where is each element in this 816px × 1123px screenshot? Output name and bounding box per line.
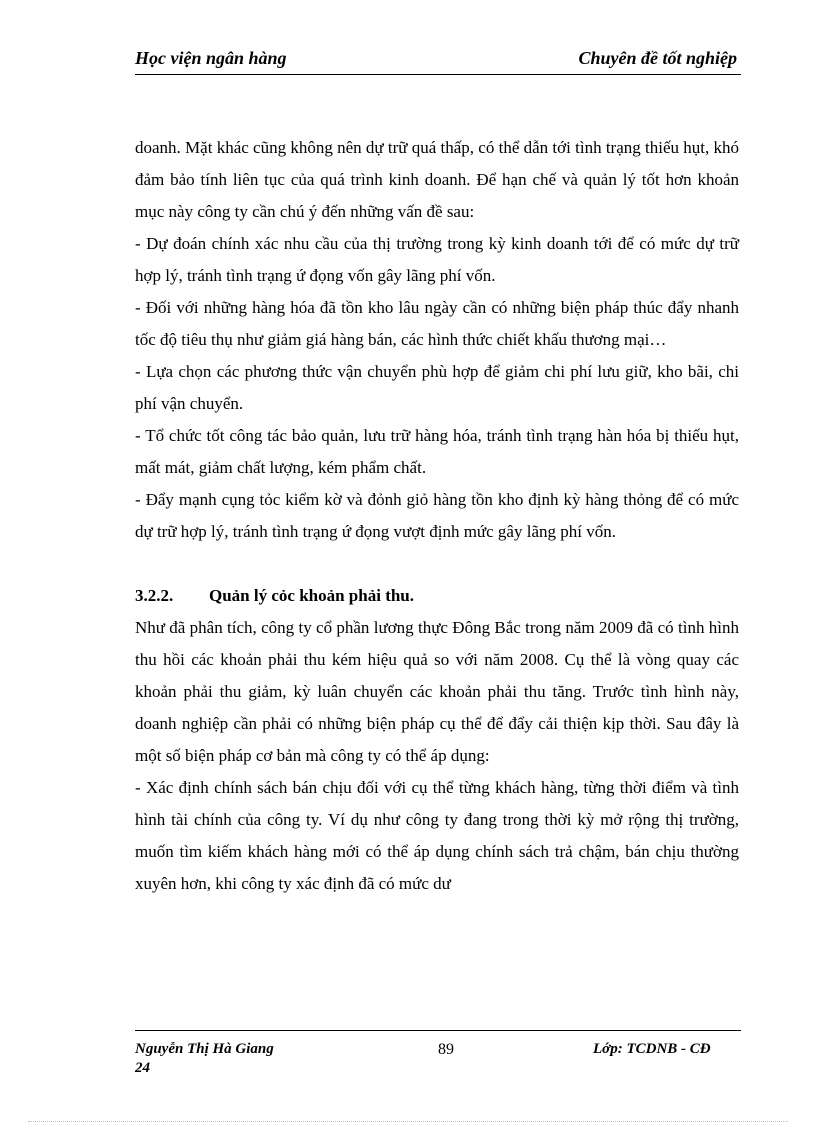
paragraph: Như đã phân tích, công ty cổ phần lương thực Đông Bắc trong năm 2009 đã có tình hình thu hồi các khoản phải thu kém hiệu quả so với năm 2008. Cụ thể là vòng quay các khoản phải thu giảm, kỳ luân chuyển các khoản phải thu tăng. Trước tình hình này, doanh nghiệp cần phải có những biện pháp cụ thể để đẩy cải thiện kịp thời. Sau đây là một số biện pháp cơ bản mà công ty có thể áp dụng: <box>135 618 739 765</box>
section-number: 3.2.2. <box>135 586 174 605</box>
footer-author <box>135 1040 274 1078</box>
page-header <box>135 48 741 75</box>
paragraph: - Xác định chính sách bán chịu đối với cụ thể từng khách hàng, từng thời điểm và tình hình tài chính của công ty. Ví dụ như công ty đang trong thời kỳ mở rộng thị trường, muốn tìm kiếm khách hàng mới có thể áp dụng chính sách trả chậm, bán chịu thường xuyên hơn, khi công ty xác định đã có mức dư <box>135 778 739 893</box>
footer-divider <box>135 1030 741 1031</box>
page-number: 89 <box>438 1041 454 1058</box>
header-institution: Học viện ngân hàng <box>135 48 287 68</box>
page-edge <box>28 1121 788 1122</box>
main-text <box>135 132 739 900</box>
author-name: Nguyễn Thị Hà Giang <box>135 1041 274 1057</box>
paragraph: - Lựa chọn các phương thức vận chuyển phù hợp để giảm chi phí lưu giữ, kho bãi, chi phí vận chuyển. <box>135 362 739 413</box>
paragraph: - Tổ chức tốt công tác bảo quản, lưu trữ hàng hóa, tránh tình trạng hàn hóa bị thiếu hụt, mất mát, giảm chất lượng, kém phẩm chất. <box>135 426 739 477</box>
paragraph: doanh. Mặt khác cũng không nên dự trữ quá thấp, có thể dẫn tới tình trạng thiếu hụt, khó đảm bảo tính liên tục của quá trình kinh doanh. Để hạn chế và quản lý tốt hơn khoản mục này công ty cần chú ý đến những vấn đề sau: <box>135 138 739 221</box>
paragraph: - Đối với những hàng hóa đã tồn kho lâu ngày cần có những biện pháp thúc đẩy nhanh tốc độ tiêu thụ như giảm giá hàng bán, các hình thức chiết khấu thương mại… <box>135 298 739 349</box>
section-heading <box>135 580 739 612</box>
section-title: Quản lý cỏc khoản phải thu. <box>209 586 415 605</box>
paragraph: - Đẩy mạnh cụng tỏc kiểm kờ và đỏnh giỏ hàng tồn kho định kỳ hàng thỏng để có mức dự trữ hợp lý, tránh tình trạng ứ đọng vượt định mức gây lãng phí vốn. <box>135 490 739 541</box>
author-line-2: 24 <box>135 1060 150 1076</box>
footer-class: Lớp: TCDNB - CĐ <box>593 1041 711 1057</box>
paragraph: - Dự đoán chính xác nhu cầu của thị trường trong kỳ kinh doanh tới để có mức dự trữ hợp lý, tránh tình trạng ứ đọng vốn gây lãng phí vốn. <box>135 234 739 285</box>
header-document-type: Chuyên đề tốt nghiệp <box>578 48 737 68</box>
